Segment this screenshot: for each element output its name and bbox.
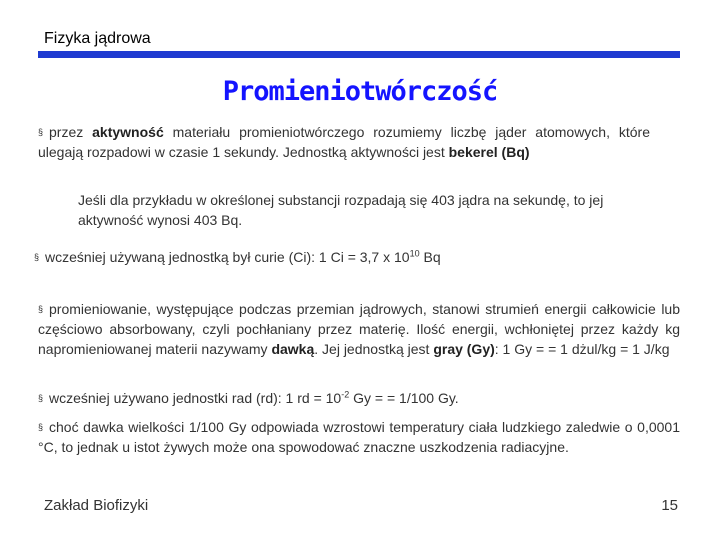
term-dose: dawką xyxy=(271,341,315,357)
bullet-icon: § xyxy=(38,127,44,137)
bullet-icon: § xyxy=(38,304,44,314)
page-number: 15 xyxy=(661,497,678,514)
term-gray: gray (Gy) xyxy=(433,341,495,357)
text: Gy = = 1/100 Gy. xyxy=(349,390,459,406)
paragraph-example xyxy=(78,190,608,230)
paragraph-curie xyxy=(34,247,684,267)
term-becquerel: bekerel (Bq) xyxy=(448,144,530,160)
text: wcześniej używaną jednostką był curie (Ci): 1 Ci = 3,7 x 10 xyxy=(45,249,410,265)
slide-title: Promieniotwórczość xyxy=(222,76,498,107)
text: . Jej jednostką jest xyxy=(314,341,434,357)
header-divider xyxy=(38,51,680,58)
text: promieniowanie, występujące podczas przemian jądrowych, stanowi strumień energii całkowicie lub częściowo absorbowany, czyli pochłaniany przez materię. Ilość energii, wchłoniętej przez każdy kg napromieniowanej materii nazywamy xyxy=(38,301,680,357)
text: wcześniej używano jednostki rad (rd): 1 rd = 10 xyxy=(49,390,342,406)
footer-department: Zakład Biofizyki xyxy=(44,497,149,514)
text: przez xyxy=(49,124,93,140)
bullet-icon: § xyxy=(38,422,44,432)
term-activity: aktywność xyxy=(92,124,164,140)
paragraph-activity xyxy=(38,122,650,162)
exponent: 10 xyxy=(409,248,420,259)
example-text: Jeśli dla przykładu w określonej substancji rozpadają się 403 jądra na sekundę, to jej aktywność wynosi 403 Bq. xyxy=(78,192,604,228)
paragraph-dose xyxy=(38,299,680,359)
exponent: -2 xyxy=(341,389,350,400)
bullet-icon: § xyxy=(38,393,44,403)
paragraph-radiation-damage xyxy=(38,417,680,457)
text: choć dawka wielkości 1/100 Gy odpowiada wzrostowi temperatury ciała ludzkiego zaledwie o 0,0001 °C, to jednak u istot żywych może ona spowodować znaczne uszkodzenia radiacyjne. xyxy=(38,419,680,455)
header-title: Fizyka jądrowa xyxy=(44,30,151,47)
paragraph-rad xyxy=(38,388,680,408)
bullet-icon: § xyxy=(34,252,40,262)
text: Bq xyxy=(419,249,441,265)
text: : 1 Gy = = 1 dżul/kg = 1 J/kg xyxy=(494,341,670,357)
text: materiału promieniotwórczego rozumiemy liczbę jąder atomowych, które ulegają rozpadowi w czasie 1 sekundy. Jednostką aktywności jest xyxy=(38,124,650,160)
